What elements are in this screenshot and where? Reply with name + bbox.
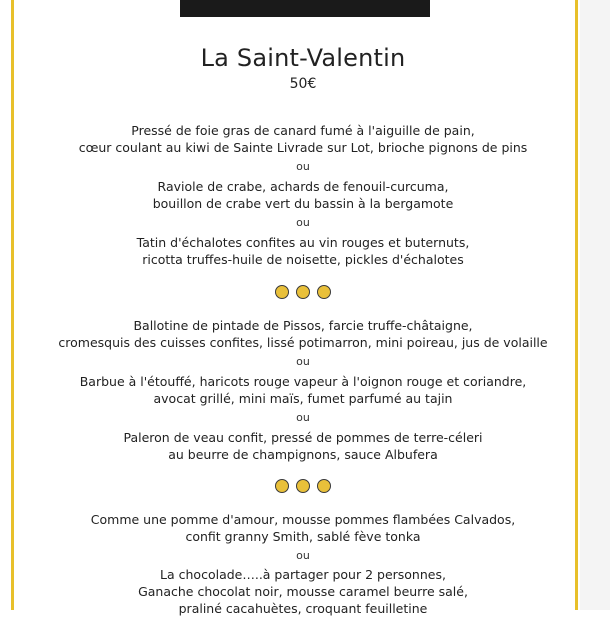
dish-line: Pressé de foie gras de canard fumé à l'aiguille de pain, — [131, 123, 475, 138]
dot-ornament — [296, 285, 310, 299]
dot-ornament — [317, 479, 331, 493]
course-divider-dots — [0, 285, 606, 301]
menu-title: La Saint-Valentin — [200, 44, 406, 72]
dish-line: praliné cacahuètes, croquant feuilletine — [178, 601, 428, 616]
dish-line: avocat grillé, mini maïs, fumet parfumé au tajin — [153, 391, 453, 406]
dish-line: bouillon de crabe vert du bassin à la bergamote — [152, 196, 454, 211]
dish-line: Ganache chocolat noir, mousse caramel beurre salé, — [138, 584, 468, 599]
main-option-1 — [0, 317, 606, 351]
header-bar — [180, 0, 430, 17]
starter-option-1 — [0, 122, 606, 156]
starter-option-2 — [0, 178, 606, 212]
dot-ornament — [317, 285, 331, 299]
dish-line: Comme une pomme d'amour, mousse pommes flambées Calvados, — [90, 512, 516, 527]
or-separator: ou — [296, 355, 310, 368]
dish-line: La chocolade…..à partager pour 2 personnes, — [160, 567, 446, 582]
dot-ornament — [275, 285, 289, 299]
menu-price: 50€ — [289, 76, 317, 92]
dessert-option-1 — [0, 511, 606, 545]
dish-line: Ballotine de pintade de Pissos, farcie truffe-châtaigne, — [133, 318, 473, 333]
dish-line: Tatin d'échalotes confites au vin rouges et buternuts, — [136, 235, 470, 250]
starter-option-3 — [0, 234, 606, 268]
dish-line: cromesquis des cuisses confites, lissé potimarron, mini poireau, jus de volaille — [58, 335, 548, 350]
main-option-3 — [0, 429, 606, 463]
dish-line: confit granny Smith, sablé fève tonka — [185, 529, 421, 544]
dish-line: Raviole de crabe, achards de fenouil-curcuma, — [157, 179, 449, 194]
or-separator: ou — [296, 160, 310, 173]
dot-ornament — [275, 479, 289, 493]
dish-line: Paleron de veau confit, pressé de pommes de terre-céleri — [123, 430, 483, 445]
dessert-option-2 — [0, 566, 606, 617]
dish-line: au beurre de champignons, sauce Albufera — [168, 447, 438, 462]
or-separator: ou — [296, 216, 310, 229]
dish-line: Barbue à l'étouffé, haricots rouge vapeur à l'oignon rouge et coriandre, — [79, 374, 527, 389]
dish-line: ricotta truffes-huile de noisette, pickles d'échalotes — [142, 252, 464, 267]
course-divider-dots — [0, 479, 606, 495]
dish-line: cœur coulant au kiwi de Sainte Livrade sur Lot, brioche pignons de pins — [78, 140, 528, 155]
or-separator: ou — [296, 411, 310, 424]
main-option-2 — [0, 373, 606, 407]
or-separator: ou — [296, 549, 310, 562]
dot-ornament — [296, 479, 310, 493]
